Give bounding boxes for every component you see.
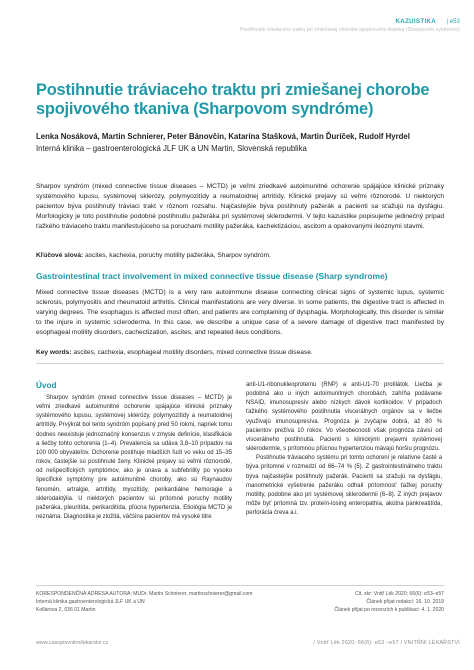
keywords-label: Key words: [36,349,72,356]
affiliation: Interná klinika – gastroenterologická JLF UK a UN Martin, Slovenská republika [36,144,307,153]
body-paragraph: Postihnutie tráviaceho systému pri tomto ochorení je relatívne časté a býva prítomné v rozmedzí od 66–74 % (5). Z gastrointestinálneho traktu býva najčastejšie postihnutý pažerák. Pacienti sa sťažujú na dysfágiu, manometrické vyšetrenie pažeráku odhalí prítomnosť ťažkej poruchy motility, podobne ako pri systémovej sklerodermii (6–8). Z iných prejavov môže byť prítomná tzv. proteín-losing enteropathia, akútna pankreatitída, perforácia čreva a.i. [246,455,442,517]
abstract-english: Mixed connective tissue diseases (MCTD) is a very rare autoimmune disease connecting clinical signs of systemic lupus, systemic sclerosis, polymyositis and rheumatoid arthritis. Clinical manifestations are very diverse. In some patients, the digestive tract is affected in varying degrees. The esophagus is affected most often, and patients are complaining of dysphagia. Morphologically, this disorder is similar to the injure in systemic scleroderma. In this case, we describe a unique case of a severe damage of digestive tract manifested by esophageal motility disorders, cachectization, ascites, and repeated ileus conditions. [36,289,444,336]
journal-website[interactable]: www.casopisvnitrnilekarstvi.cz [36,640,109,646]
citation: Cit. zkr: Vnitř Lék 2020; 66(6): e53–e57 [355,591,444,597]
running-header [0,18,474,36]
body-paragraph: anti-U1-ribonukleoproteínu (RNP) a anti-U1-70 protilátok. Liečba je podobná ako u iných autoimunitných chorobách, zahŕňa podávanie NSAID, imunosupresív alebo nízkych dávok kortikoidov. V prípadoch ťažkého systémového postihnutia viscerálnych orgánov sa v liečbe využívajú imunosupresíva. Prognóza je zvyčajne dobrá, až 80 % pacientov prežíva 10 rokov. Vo všeobecnosti však prognóza závisí od viscerálneho postihnutia. Pacienti s klinickými prejavmi systémovej sklerodermie, s prítomnou pľúcnou hypertenziou mávajú horšiu prognózu. [246,382,442,453]
received-date: Článek přijat redakcí: 16. 10. 2019 [366,599,444,605]
article-title: Postihnutie tráviaceho traktu pri zmiešanej chorobe spojivového tkaniva (Sharpovom syndróme) [36,81,430,118]
body-column-left [36,381,232,522]
section-heading: Úvod [36,381,57,390]
abstract-slovak: Sharpov syndróm (mixed connective tissue diseases – MCTD) je veľmi zriedkavé autoimunitné ochorenie spájajúce klinické príznaky systémového lupusu, systémovej sklerózy, polymyozitídy a reumatoidnej artritídy. Klinické prejavy sú veľmi rôznorodé. U niektorých pacientov býva postihnutý tráviaci trakt v rôznom rozsahu. Najčastejšie býva postihnutý pažerák a pacienti sa sťažujú na dysfágiu. Morfologicky je toto postihnutie podobné postihnutiu pažeráka pri systémovej sklerodermii. V tejto kazuistike popisujeme jedinečný prípad ťažkého tráviaceho traktu manifestujúceho sa poruchami motility pažeráka, kachektizáciou, ascitom a opakovanými ileóznymi stavmi. [36,183,444,230]
body-paragraph: Sharpov syndróm (mixed connective tissue diseases – MCTD) je veľmi zriedkavé autoimunitné ochorenie spájajúce klinické príznaky systémového lupusu, systémovej sklerózy, polymyozitídy a reumatoidnej artritídy. Prvýkrát bol tento syndróm popísaný pred 50 rokmi, napriek tomu dodnes neexistuje jednoznačný konsenzus v zmysle definície, klasifikácie a liečby tohto ochorenia (1–4). Prevalencia sa udáva 3,8–10 prípadov na 100 000 obyvateľov. Ochorenie postihuje mladších ľudí vo veku od 15–35 rokov, častejšie sú postihnuté ženy. Klinické prejavy sú veľmi rôznorodé, od nešpecifických symptómov, ako je únava a subfebrility po vysoko špecifické symptómy pre autoimunitné choroby, ako sú Raynaudov fenomén, artralgie, artritídy, myozitídy, perikardiálne hemoragie a sklerodaktýlia. U niektorých pacientov sú prítomné poruchy motility pažeráka, pleuritída, perikarditída, pľúcna hypertenzia. Etiológia MCTD je neznáma. Diagnostika je zložitá, väčšina pacientov má vysoké titre [36,395,232,521]
keywords-text: ascites, cachexia, esophageal motility disorders, mixed connective tissue disease. [71,349,313,356]
keywords-english [36,348,444,358]
footer-divider [36,585,444,586]
keywords-slovak [36,251,444,261]
section-label: KAZUISTIKA [395,18,436,25]
keywords-label: Kľúčové slová: [36,252,84,259]
body-column-right [246,381,442,518]
citation-dates [294,590,444,614]
journal-citation: / Vnitř Lék 2020; 66(6): e53 –e57 / VNITŘNÍ LÉKAŘSTVÍ [313,640,460,646]
accepted-date: Článek přijat po recenzích k publikaci: 4. 1. 2020 [334,607,444,613]
correspondence-address: KORESPONDENČNÁ ADRESA AUTORA: MUDr. Martin Schnierer, martinschnierer@gmail.com Interná klinika gastroenterologická JLF UK a UN Kollárova 2, 036 01 Martin [36,591,253,613]
keywords-text: ascites, kachexia, poruchy motility pažeráka, Sharpov syndróm. [83,252,271,259]
english-title: Gastrointestinal tract involvement in mixed connective tissue disease (Sharp syndrome) [36,271,388,281]
running-title: Postihnutie tráviaceho traktu pri zmiešanej chorobe spojivového tkaniva (Sharpovom syndróme) [239,27,460,33]
page-footer [0,640,474,652]
divider [36,363,444,364]
authors: Lenka Nosáková, Martin Schnierer, Peter Bánovčin, Katarína Stašková, Martin Ďuríček, Rudolf Hyrdel [36,132,410,141]
page-number: | e53 [446,18,460,25]
